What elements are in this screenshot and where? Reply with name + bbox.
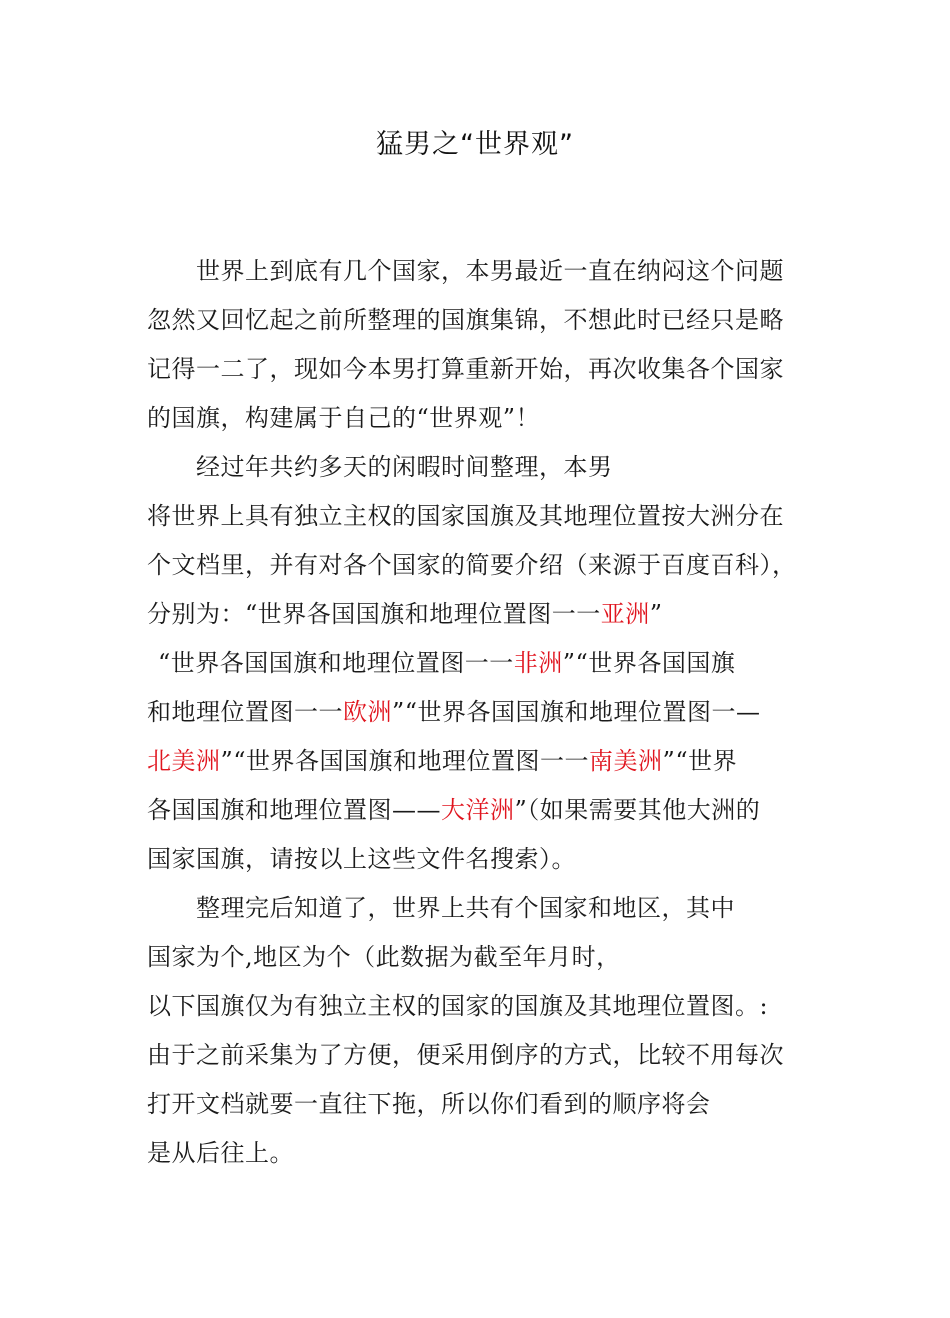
paragraph-line <box>147 501 784 531</box>
line-text: 经过年共约多天的闲暇时间整理，本男 <box>196 453 613 481</box>
paragraph-line <box>147 403 540 433</box>
paragraph-line <box>158 648 735 678</box>
line-text: 整理完后知道了，世界上共有个国家和地区，其中 <box>196 894 735 922</box>
line-text: 由于之前采集为了方便，便采用倒序的方式，比较不用每次 <box>147 1041 784 1069</box>
paragraph-line <box>147 305 784 335</box>
paragraph-line <box>147 550 797 580</box>
line-text: ”“世界各国国旗和地理位置图一一 <box>220 747 590 775</box>
continent-north-america: 北美洲 <box>147 747 221 775</box>
paragraph-line <box>196 256 784 286</box>
line-text: 是从后往上。 <box>147 1139 294 1167</box>
paragraph-line <box>147 991 768 1021</box>
line-text: 个文档里，并有对各个国家的简要介绍（来源于百度百科）， <box>147 551 797 579</box>
continent-south-america: 南美洲 <box>589 747 663 775</box>
paragraph-line <box>196 893 735 923</box>
line-text: 国家国旗，请按以上这些文件名搜索）。 <box>147 845 576 873</box>
paragraph-line <box>147 1138 294 1168</box>
line-text: ”“世界各国国旗 <box>562 649 736 677</box>
line-text: 打开文档就要一直往下拖，所以你们看到的顺序将会 <box>147 1090 711 1118</box>
line-text: ”“世界 <box>662 747 738 775</box>
page-title: 猛男之“世界观” <box>376 129 574 160</box>
line-text: ”“世界各国国旗和地理位置图一— <box>392 698 761 726</box>
continent-africa: 非洲 <box>513 649 563 677</box>
continent-europe: 欧洲 <box>343 698 392 726</box>
paragraph-line <box>147 354 784 384</box>
line-text: ” <box>649 600 663 628</box>
paragraph-line <box>147 697 761 727</box>
line-text: 各国国旗和地理位置图—— <box>147 796 441 824</box>
line-text: ”（如果需要其他大洲的 <box>514 796 761 824</box>
paragraph-line <box>196 452 613 482</box>
paragraph-line <box>147 844 576 874</box>
continent-asia: 亚洲 <box>600 600 650 628</box>
paragraph-line <box>147 942 621 972</box>
line-text: “世界各国国旗和地理位置图一一 <box>158 649 514 677</box>
line-text: 忽然又回忆起之前所整理的国旗集锦，不想此时已经只是略 <box>147 306 784 334</box>
line-text: 将世界上具有独立主权的国家国旗及其地理位置按大洲分在 <box>147 502 784 530</box>
paragraph-line <box>147 599 663 629</box>
line-text: 记得一二了，现如今本男打算重新开始，再次收集各个国家 <box>147 355 784 383</box>
line-text: 国家为个,地区为个（此数据为截至年月时， <box>147 943 621 971</box>
paragraph-line <box>147 795 760 825</box>
paragraph-line <box>147 1089 711 1119</box>
line-text: 和地理位置图一一 <box>147 698 343 726</box>
line-text: 世界上到底有几个国家，本男最近一直在纳闷这个问题 <box>196 257 784 285</box>
line-text: 的国旗，构建属于自己的“世界观”！ <box>147 404 541 432</box>
line-text: 以下国旗仅为有独立主权的国家的国旗及其地理位置图。: <box>147 992 769 1020</box>
paragraph-line <box>147 746 737 776</box>
continent-oceania: 大洋洲 <box>441 796 515 824</box>
paragraph-line <box>147 1040 784 1070</box>
line-text: 分别为：“世界各国国旗和地理位置图一一 <box>147 600 601 628</box>
